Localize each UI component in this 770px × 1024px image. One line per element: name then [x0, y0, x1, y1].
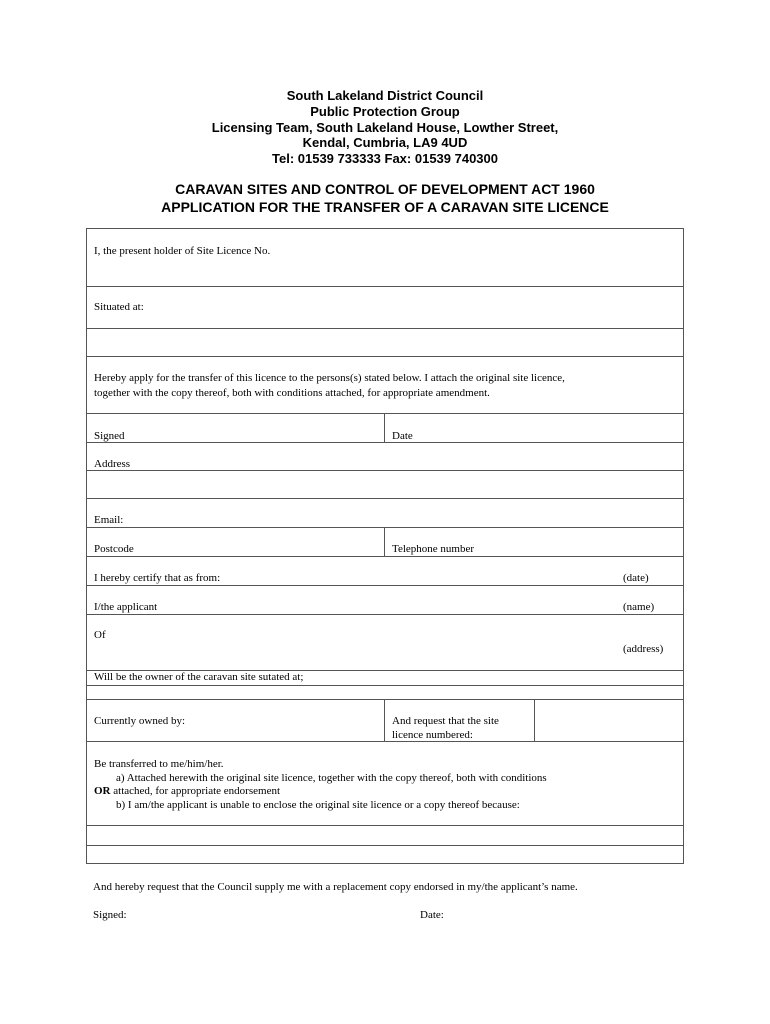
column-divider [384, 413, 385, 442]
address-label: Address [94, 458, 131, 470]
of-address-label: (address) [623, 643, 664, 655]
department-name: Public Protection Group [310, 104, 460, 119]
row-divider [87, 356, 683, 357]
council-name: South Lakeland District Council [286, 88, 484, 103]
row-divider [87, 527, 683, 528]
row-divider [87, 413, 683, 414]
row-divider [87, 556, 683, 557]
currently-owned-label: Currently owned by: [94, 715, 186, 727]
row-divider [87, 328, 683, 329]
present-holder-label: I, the present holder of Site Licence No. [94, 245, 271, 257]
row-divider [87, 470, 683, 471]
request-label: licence numbered: [392, 729, 473, 741]
owner-label: Will be the owner of the caravan site sutated at; [94, 671, 304, 683]
hereby-apply-text: together with the copy thereof, both with conditions attached, for appropriate amendment. [94, 387, 490, 399]
or-text [94, 784, 280, 798]
form-title: APPLICATION FOR THE TRANSFER OF A CARAVAN SITE LICENCE [161, 199, 609, 215]
or-label: OR [94, 785, 111, 797]
option-b-text: b) I am/the applicant is unable to enclose the original site licence or a copy thereof because: [116, 799, 520, 811]
address-line-1: Licensing Team, South Lakeland House, Lowther Street, [211, 120, 559, 135]
applicant-name-label: (name) [623, 601, 655, 613]
option-a-text: a) Attached herewith the original site licence, together with the copy thereof, both with conditions [116, 772, 547, 784]
signed-label: Signed [94, 430, 125, 442]
row-divider [87, 614, 683, 615]
row-divider [87, 498, 683, 499]
of-label: Of [94, 629, 106, 641]
address-line-2: Kendal, Cumbria, LA9 4UD [302, 135, 468, 150]
telephone-label: Telephone number [392, 543, 475, 555]
column-divider [384, 699, 385, 741]
or-continuation: attached, for appropriate endorsement [110, 785, 281, 797]
column-divider [384, 527, 385, 556]
postcode-label: Postcode [94, 543, 134, 555]
date-label: Date [392, 430, 413, 442]
row-divider [87, 699, 683, 700]
email-label: Email: [94, 514, 124, 526]
hereby-apply-text: Hereby apply for the transfer of this licence to the persons(s) stated below. I attach the original site licence, [94, 372, 565, 384]
row-divider [87, 741, 683, 742]
applicant-label: I/the applicant [94, 601, 158, 613]
situated-at-label: Situated at: [94, 301, 144, 313]
act-title: CARAVAN SITES AND CONTROL OF DEVELOPMENT ACT 1960 [175, 181, 595, 197]
footer-signed-label: Signed: [93, 909, 127, 921]
footer-date-label: Date: [420, 909, 444, 921]
row-divider [87, 442, 683, 443]
row-divider [87, 286, 683, 287]
request-label: And request that the site [392, 715, 499, 727]
application-form [86, 228, 684, 864]
replacement-request-text: And hereby request that the Council supply me with a replacement copy endorsed in my/the applicant’s name. [93, 881, 578, 893]
row-divider [87, 685, 683, 686]
row-divider [87, 845, 683, 846]
row-divider [87, 825, 683, 826]
certify-label: I hereby certify that as from: [94, 572, 221, 584]
certify-date-label: (date) [623, 572, 649, 584]
row-divider [87, 585, 683, 586]
be-transferred-label: Be transferred to me/him/her. [94, 758, 224, 770]
contact-numbers: Tel: 01539 733333 Fax: 01539 740300 [272, 151, 498, 166]
column-divider [534, 699, 535, 741]
